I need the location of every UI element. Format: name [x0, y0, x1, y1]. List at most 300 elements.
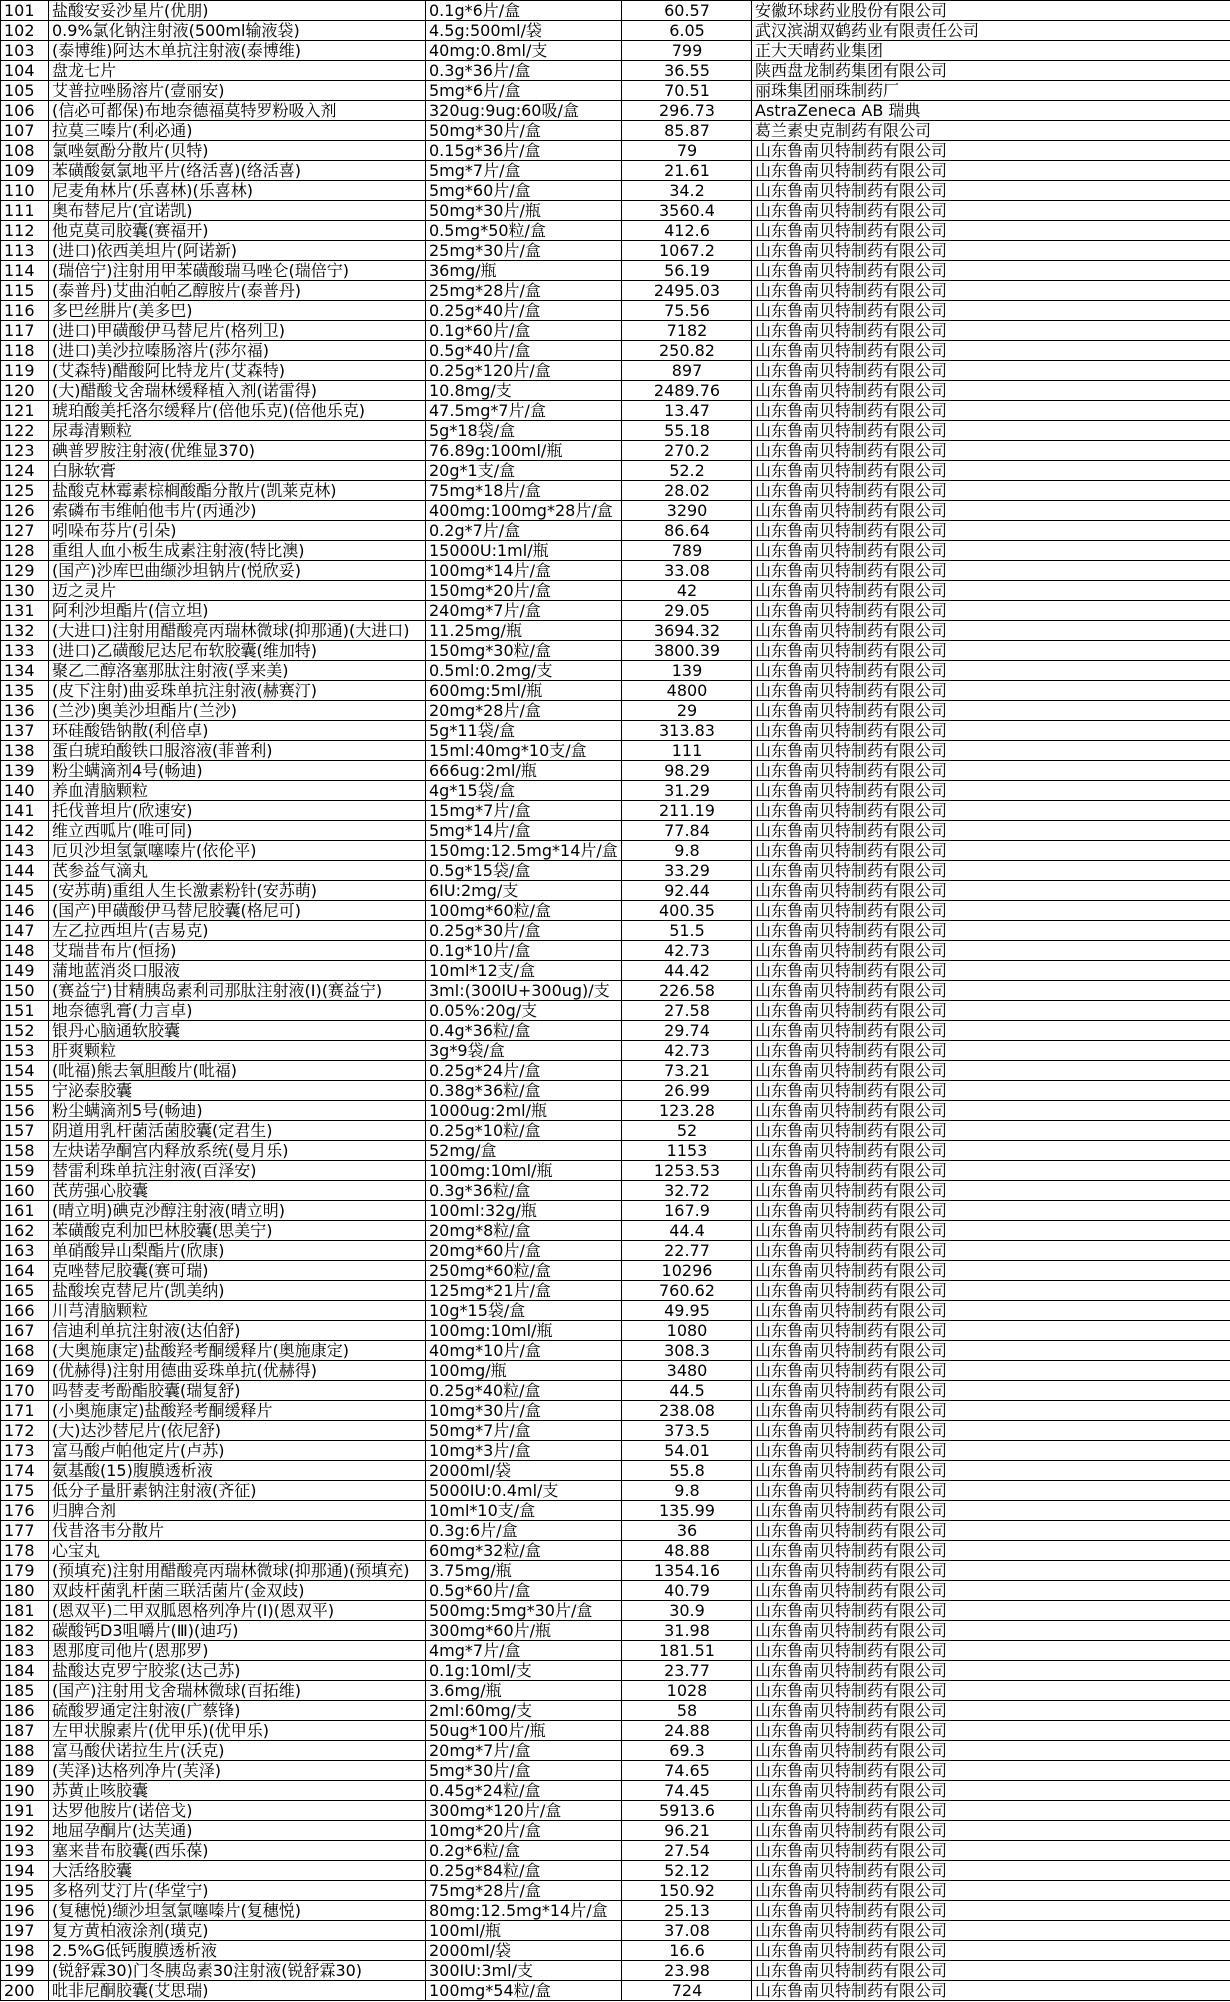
table-row [1, 1721, 1230, 1741]
price-cell: 3290 [622, 501, 752, 521]
row-number-cell: 182 [1, 1621, 49, 1641]
price-cell: 21.61 [622, 161, 752, 181]
table-row [1, 1301, 1230, 1321]
row-number-cell: 140 [1, 781, 49, 801]
manufacturer-cell: 山东鲁南贝特制药有限公司 [752, 541, 1230, 561]
table-row [1, 1141, 1230, 1161]
row-number-cell: 192 [1, 1821, 49, 1841]
drug-name-cell: 克唑替尼胶囊(赛可瑞) [49, 1261, 426, 1281]
row-number-cell: 176 [1, 1501, 49, 1521]
price-cell: 36.55 [622, 61, 752, 81]
specification-cell: 250mg*60粒/盒 [426, 1261, 622, 1281]
price-cell: 75.56 [622, 301, 752, 321]
manufacturer-cell: 山东鲁南贝特制药有限公司 [752, 141, 1230, 161]
specification-cell: 0.4g*36粒/盒 [426, 1021, 622, 1041]
manufacturer-cell: 山东鲁南贝特制药有限公司 [752, 481, 1230, 501]
specification-cell: 5000IU:0.4ml/支 [426, 1481, 622, 1501]
specification-cell: 1000ug:2ml/瓶 [426, 1101, 622, 1121]
drug-name-cell: (皮下注射)曲妥珠单抗注射液(赫赛汀) [49, 681, 426, 701]
drug-name-cell: 达罗他胺片(诺倍戈) [49, 1801, 426, 1821]
specification-cell: 3ml:(300IU+300ug)/支 [426, 981, 622, 1001]
manufacturer-cell: 山东鲁南贝特制药有限公司 [752, 361, 1230, 381]
table-row [1, 1421, 1230, 1441]
row-number-cell: 185 [1, 1681, 49, 1701]
manufacturer-cell: 山东鲁南贝特制药有限公司 [752, 941, 1230, 961]
price-cell: 412.6 [622, 221, 752, 241]
drug-name-cell: 琥珀酸美托洛尔缓释片(倍他乐克)(倍他乐克) [49, 401, 426, 421]
row-number-cell: 130 [1, 581, 49, 601]
price-cell: 1080 [622, 1321, 752, 1341]
drug-name-cell: (芙泽)达格列净片(芙泽) [49, 1761, 426, 1781]
specification-cell: 0.2g*6粒/盒 [426, 1841, 622, 1861]
table-row [1, 341, 1230, 361]
price-cell: 42.73 [622, 1041, 752, 1061]
table-row [1, 1841, 1230, 1861]
specification-cell: 0.5g*15袋/盒 [426, 861, 622, 881]
manufacturer-cell: 山东鲁南贝特制药有限公司 [752, 801, 1230, 821]
price-cell: 58 [622, 1701, 752, 1721]
table-row [1, 141, 1230, 161]
specification-cell: 4g*15袋/盒 [426, 781, 622, 801]
price-cell: 31.98 [622, 1621, 752, 1641]
row-number-cell: 142 [1, 821, 49, 841]
table-row [1, 261, 1230, 281]
specification-cell: 11.25mg/瓶 [426, 621, 622, 641]
row-number-cell: 165 [1, 1281, 49, 1301]
table-row [1, 1921, 1230, 1941]
price-cell: 211.19 [622, 801, 752, 821]
drug-name-cell: 托伐普坦片(欣速安) [49, 801, 426, 821]
manufacturer-cell: 丽珠集团丽珠制药厂 [752, 81, 1230, 101]
table-row [1, 21, 1230, 41]
specification-cell: 0.05%:20g/支 [426, 1001, 622, 1021]
price-cell: 79 [622, 141, 752, 161]
specification-cell: 300mg*120片/盒 [426, 1801, 622, 1821]
specification-cell: 3.75mg/瓶 [426, 1561, 622, 1581]
price-cell: 296.73 [622, 101, 752, 121]
manufacturer-cell: 山东鲁南贝特制药有限公司 [752, 1781, 1230, 1801]
price-cell: 33.29 [622, 861, 752, 881]
row-number-cell: 104 [1, 61, 49, 81]
manufacturer-cell: 山东鲁南贝特制药有限公司 [752, 901, 1230, 921]
row-number-cell: 173 [1, 1441, 49, 1461]
price-cell: 37.08 [622, 1921, 752, 1941]
table-row [1, 1961, 1230, 1981]
price-cell: 760.62 [622, 1281, 752, 1301]
specification-cell: 150mg*20片/盒 [426, 581, 622, 601]
row-number-cell: 200 [1, 1981, 49, 2001]
drug-name-cell: 塞来昔布胶囊(西乐葆) [49, 1841, 426, 1861]
row-number-cell: 115 [1, 281, 49, 301]
drug-name-cell: 环硅酸锆钠散(利倍卓) [49, 721, 426, 741]
specification-cell: 15000U:1ml/瓶 [426, 541, 622, 561]
table-row [1, 941, 1230, 961]
specification-cell: 5mg*14片/盒 [426, 821, 622, 841]
table-row [1, 81, 1230, 101]
drug-name-cell: (锐舒霖30)门冬胰岛素30注射液(锐舒霖30) [49, 1961, 426, 1981]
row-number-cell: 189 [1, 1761, 49, 1781]
manufacturer-cell: 山东鲁南贝特制药有限公司 [752, 281, 1230, 301]
row-number-cell: 156 [1, 1101, 49, 1121]
manufacturer-cell: 山东鲁南贝特制药有限公司 [752, 241, 1230, 261]
table-row [1, 1361, 1230, 1381]
specification-cell: 240mg*7片/盒 [426, 601, 622, 621]
specification-cell: 0.38g*36粒/盒 [426, 1081, 622, 1101]
row-number-cell: 190 [1, 1781, 49, 1801]
table-row [1, 181, 1230, 201]
manufacturer-cell: 山东鲁南贝特制药有限公司 [752, 601, 1230, 621]
row-number-cell: 111 [1, 201, 49, 221]
specification-cell: 0.45g*24粒/盒 [426, 1781, 622, 1801]
price-cell: 54.01 [622, 1441, 752, 1461]
table-row [1, 721, 1230, 741]
price-cell: 32.72 [622, 1181, 752, 1201]
manufacturer-cell: 山东鲁南贝特制药有限公司 [752, 781, 1230, 801]
drug-name-cell: 尼麦角林片(乐喜林)(乐喜林) [49, 181, 426, 201]
manufacturer-cell: 山东鲁南贝特制药有限公司 [752, 441, 1230, 461]
specification-cell: 25mg*28片/盒 [426, 281, 622, 301]
drug-name-cell: 替雷利珠单抗注射液(百泽安) [49, 1161, 426, 1181]
row-number-cell: 134 [1, 661, 49, 681]
table-row [1, 641, 1230, 661]
table-row [1, 1761, 1230, 1781]
price-cell: 49.95 [622, 1301, 752, 1321]
specification-cell: 600mg:5ml/瓶 [426, 681, 622, 701]
manufacturer-cell: 山东鲁南贝特制药有限公司 [752, 1461, 1230, 1481]
drug-name-cell: 粉尘螨滴剂5号(畅迪) [49, 1101, 426, 1121]
drug-name-cell: 索磷布韦维帕他韦片(丙通沙) [49, 501, 426, 521]
table-row [1, 1081, 1230, 1101]
specification-cell: 5mg*7片/盒 [426, 161, 622, 181]
row-number-cell: 138 [1, 741, 49, 761]
specification-cell: 300mg*60片/瓶 [426, 1621, 622, 1641]
specification-cell: 150mg*30粒/盒 [426, 641, 622, 661]
specification-cell: 36mg/瓶 [426, 261, 622, 281]
manufacturer-cell: 山东鲁南贝特制药有限公司 [752, 401, 1230, 421]
row-number-cell: 102 [1, 21, 49, 41]
table-row [1, 1581, 1230, 1601]
price-cell: 9.8 [622, 841, 752, 861]
drug-name-cell: 吗替麦考酚酯胶囊(瑞复舒) [49, 1381, 426, 1401]
price-cell: 373.5 [622, 1421, 752, 1441]
row-number-cell: 144 [1, 861, 49, 881]
table-row [1, 1681, 1230, 1701]
price-cell: 7182 [622, 321, 752, 341]
specification-cell: 666ug:2ml/瓶 [426, 761, 622, 781]
price-cell: 2495.03 [622, 281, 752, 301]
row-number-cell: 150 [1, 981, 49, 1001]
drug-name-cell: 双歧杆菌乳杆菌三联活菌片(金双歧) [49, 1581, 426, 1601]
specification-cell: 4.5g:500ml/袋 [426, 21, 622, 41]
price-cell: 73.21 [622, 1061, 752, 1081]
price-cell: 74.65 [622, 1761, 752, 1781]
drug-name-cell: (信必可都保)布地奈德福莫特罗粉吸入剂 [49, 101, 426, 121]
manufacturer-cell: 山东鲁南贝特制药有限公司 [752, 1541, 1230, 1561]
manufacturer-cell: 山东鲁南贝特制药有限公司 [752, 1341, 1230, 1361]
specification-cell: 0.1g*6片/盒 [426, 1, 622, 21]
specification-cell: 100mg:10ml/瓶 [426, 1321, 622, 1341]
price-cell: 1153 [622, 1141, 752, 1161]
drug-name-cell: (国产)注射用戈舍瑞林微球(百拓维) [49, 1681, 426, 1701]
row-number-cell: 126 [1, 501, 49, 521]
price-cell: 13.47 [622, 401, 752, 421]
drug-name-cell: 迈之灵片 [49, 581, 426, 601]
manufacturer-cell: 山东鲁南贝特制药有限公司 [752, 1601, 1230, 1621]
specification-cell: 300IU:3ml/支 [426, 1961, 622, 1981]
manufacturer-cell: 正大天晴药业集团 [752, 41, 1230, 61]
price-cell: 28.02 [622, 481, 752, 501]
table-row [1, 921, 1230, 941]
price-cell: 27.58 [622, 1001, 752, 1021]
specification-cell: 20mg*28片/盒 [426, 701, 622, 721]
specification-cell: 500mg:5mg*30片/盒 [426, 1601, 622, 1621]
specification-cell: 4mg*7片/盒 [426, 1641, 622, 1661]
specification-cell: 75mg*28片/盒 [426, 1881, 622, 1901]
manufacturer-cell: 山东鲁南贝特制药有限公司 [752, 1921, 1230, 1941]
row-number-cell: 194 [1, 1861, 49, 1881]
drug-name-cell: (进口)甲磺酸伊马替尼片(格列卫) [49, 321, 426, 341]
price-cell: 6.05 [622, 21, 752, 41]
specification-cell: 5mg*60片/盒 [426, 181, 622, 201]
drug-name-cell: 盘龙七片 [49, 61, 426, 81]
row-number-cell: 133 [1, 641, 49, 661]
table-row [1, 781, 1230, 801]
row-number-cell: 105 [1, 81, 49, 101]
specification-cell: 40mg*10片/盒 [426, 1341, 622, 1361]
manufacturer-cell: 山东鲁南贝特制药有限公司 [752, 1021, 1230, 1041]
row-number-cell: 195 [1, 1881, 49, 1901]
price-cell: 123.28 [622, 1101, 752, 1121]
row-number-cell: 159 [1, 1161, 49, 1181]
row-number-cell: 145 [1, 881, 49, 901]
specification-cell: 5mg*30片/盒 [426, 1761, 622, 1781]
drug-name-cell: 多巴丝肼片(美多巴) [49, 301, 426, 321]
row-number-cell: 139 [1, 761, 49, 781]
drug-name-cell: 聚乙二醇洛塞那肽注射液(孚来美) [49, 661, 426, 681]
specification-cell: 10g*15袋/盒 [426, 1301, 622, 1321]
price-cell: 226.58 [622, 981, 752, 1001]
row-number-cell: 136 [1, 701, 49, 721]
manufacturer-cell: 山东鲁南贝特制药有限公司 [752, 861, 1230, 881]
row-number-cell: 193 [1, 1841, 49, 1861]
drug-name-cell: (瑞倍宁)注射用甲苯磺酸瑞马唑仑(瑞倍宁) [49, 261, 426, 281]
row-number-cell: 158 [1, 1141, 49, 1161]
manufacturer-cell: 山东鲁南贝特制药有限公司 [752, 1581, 1230, 1601]
price-cell: 44.4 [622, 1221, 752, 1241]
drug-name-cell: 0.9%氯化钠注射液(500ml输液袋) [49, 21, 426, 41]
drug-name-cell: (进口)依西美坦片(阿诺新) [49, 241, 426, 261]
drug-name-cell: 拉莫三嗪片(利必通) [49, 121, 426, 141]
price-cell: 3480 [622, 1361, 752, 1381]
drug-name-cell: 伐昔洛韦分散片 [49, 1521, 426, 1541]
row-number-cell: 103 [1, 41, 49, 61]
drug-name-cell: 芪苈强心胶囊 [49, 1181, 426, 1201]
drug-name-cell: 硫酸罗通定注射液(广蔡锋) [49, 1701, 426, 1721]
drug-name-cell: 宁泌泰胶囊 [49, 1081, 426, 1101]
specification-cell: 0.25g*10粒/盒 [426, 1121, 622, 1141]
manufacturer-cell: 山东鲁南贝特制药有限公司 [752, 881, 1230, 901]
row-number-cell: 119 [1, 361, 49, 381]
specification-cell: 52mg/盒 [426, 1141, 622, 1161]
table-row [1, 281, 1230, 301]
manufacturer-cell: 山东鲁南贝特制药有限公司 [752, 1041, 1230, 1061]
manufacturer-cell: 山东鲁南贝特制药有限公司 [752, 1281, 1230, 1301]
row-number-cell: 120 [1, 381, 49, 401]
row-number-cell: 153 [1, 1041, 49, 1061]
price-cell: 313.83 [622, 721, 752, 741]
manufacturer-cell: 山东鲁南贝特制药有限公司 [752, 741, 1230, 761]
manufacturer-cell: 山东鲁南贝特制药有限公司 [752, 981, 1230, 1001]
row-number-cell: 132 [1, 621, 49, 641]
specification-cell: 100mg*54粒/盒 [426, 1981, 622, 2001]
table-row [1, 1341, 1230, 1361]
manufacturer-cell: 山东鲁南贝特制药有限公司 [752, 1241, 1230, 1261]
specification-cell: 125mg*21片/盒 [426, 1281, 622, 1301]
row-number-cell: 107 [1, 121, 49, 141]
drug-name-cell: 重组人血小板生成素注射液(特比澳) [49, 541, 426, 561]
drug-name-cell: (大进口)注射用醋酸亮丙瑞林微球(抑那通)(大进口) [49, 621, 426, 641]
specification-cell: 100mg*60粒/盒 [426, 901, 622, 921]
price-cell: 724 [622, 1981, 752, 2001]
drug-name-cell: (进口)乙磺酸尼达尼布软胶囊(维加特) [49, 641, 426, 661]
specification-cell: 0.2g*7片/盒 [426, 521, 622, 541]
price-cell: 29 [622, 701, 752, 721]
table-row [1, 1521, 1230, 1541]
drug-name-cell: (泰普丹)艾曲泊帕乙醇胺片(泰普丹) [49, 281, 426, 301]
specification-cell: 320ug:9ug:60吸/盒 [426, 101, 622, 121]
drug-name-cell: (国产)甲磺酸伊马替尼胶囊(格尼可) [49, 901, 426, 921]
specification-cell: 100mg:10ml/瓶 [426, 1161, 622, 1181]
drug-name-cell: (赛益宁)甘精胰岛素利司那肽注射液(Ⅰ)(赛益宁) [49, 981, 426, 1001]
specification-cell: 20mg*8粒/盒 [426, 1221, 622, 1241]
manufacturer-cell: 山东鲁南贝特制药有限公司 [752, 1181, 1230, 1201]
specification-cell: 10mg*30片/盒 [426, 1401, 622, 1421]
table-row [1, 241, 1230, 261]
table-row [1, 361, 1230, 381]
manufacturer-cell: 山东鲁南贝特制药有限公司 [752, 501, 1230, 521]
table-row [1, 881, 1230, 901]
price-cell: 238.08 [622, 1401, 752, 1421]
drug-name-cell: 吲哚布芬片(引朵) [49, 521, 426, 541]
manufacturer-cell: 山东鲁南贝特制药有限公司 [752, 1421, 1230, 1441]
price-cell: 27.54 [622, 1841, 752, 1861]
table-row [1, 1, 1230, 21]
drug-name-cell: 尿毒清颗粒 [49, 421, 426, 441]
specification-cell: 80mg:12.5mg*14片/盒 [426, 1901, 622, 1921]
specification-cell: 150mg:12.5mg*14片/盒 [426, 841, 622, 861]
price-cell: 270.2 [622, 441, 752, 461]
drug-name-cell: (大奥施康定)盐酸羟考酮缓释片(奥施康定) [49, 1341, 426, 1361]
table-row [1, 1781, 1230, 1801]
manufacturer-cell: 安徽环球药业股份有限公司 [752, 1, 1230, 21]
specification-cell: 50mg*30片/瓶 [426, 201, 622, 221]
manufacturer-cell: 陕西盘龙制药集团有限公司 [752, 61, 1230, 81]
specification-cell: 0.3g:6片/盒 [426, 1521, 622, 1541]
manufacturer-cell: 山东鲁南贝特制药有限公司 [752, 1381, 1230, 1401]
row-number-cell: 143 [1, 841, 49, 861]
table-row [1, 761, 1230, 781]
price-cell: 1067.2 [622, 241, 752, 261]
drug-name-cell: 他克莫司胶囊(赛福开) [49, 221, 426, 241]
specification-cell: 100mg*14片/盒 [426, 561, 622, 581]
drug-name-cell: 单硝酸异山梨酯片(欣康) [49, 1241, 426, 1261]
specification-cell: 50mg*7片/盒 [426, 1421, 622, 1441]
drug-name-cell: 左炔诺孕酮宫内释放系统(曼月乐) [49, 1141, 426, 1161]
manufacturer-cell: 山东鲁南贝特制药有限公司 [752, 1681, 1230, 1701]
drug-name-cell: 粉尘螨滴剂4号(畅迪) [49, 761, 426, 781]
manufacturer-cell: 山东鲁南贝特制药有限公司 [752, 1961, 1230, 1981]
row-number-cell: 121 [1, 401, 49, 421]
drug-name-cell: 吡非尼酮胶囊(艾思瑞) [49, 1981, 426, 2001]
drug-name-cell: (艾森特)醋酸阿比特龙片(艾森特) [49, 361, 426, 381]
table-row [1, 1001, 1230, 1021]
row-number-cell: 128 [1, 541, 49, 561]
row-number-cell: 179 [1, 1561, 49, 1581]
price-cell: 799 [622, 41, 752, 61]
row-number-cell: 152 [1, 1021, 49, 1041]
manufacturer-cell: 葛兰素史克制药有限公司 [752, 121, 1230, 141]
table-row [1, 1861, 1230, 1881]
price-cell: 789 [622, 541, 752, 561]
drug-name-cell: (进口)美沙拉嗪肠溶片(莎尔福) [49, 341, 426, 361]
manufacturer-cell: 山东鲁南贝特制药有限公司 [752, 161, 1230, 181]
manufacturer-cell: 山东鲁南贝特制药有限公司 [752, 1261, 1230, 1281]
price-cell: 9.8 [622, 1481, 752, 1501]
price-cell: 96.21 [622, 1821, 752, 1841]
price-cell: 85.87 [622, 121, 752, 141]
specification-cell: 10mg*20片/盒 [426, 1821, 622, 1841]
manufacturer-cell: 山东鲁南贝特制药有限公司 [752, 661, 1230, 681]
table-row [1, 661, 1230, 681]
row-number-cell: 172 [1, 1421, 49, 1441]
table-row [1, 861, 1230, 881]
drug-name-cell: 地屈孕酮片(达芙通) [49, 1821, 426, 1841]
specification-cell: 0.3g*36片/盒 [426, 61, 622, 81]
price-cell: 31.29 [622, 781, 752, 801]
price-cell: 48.88 [622, 1541, 752, 1561]
price-cell: 111 [622, 741, 752, 761]
table-row [1, 701, 1230, 721]
manufacturer-cell: 山东鲁南贝特制药有限公司 [752, 921, 1230, 941]
manufacturer-cell: 山东鲁南贝特制药有限公司 [752, 1841, 1230, 1861]
drug-name-cell: 归脾合剂 [49, 1501, 426, 1521]
row-number-cell: 147 [1, 921, 49, 941]
specification-cell: 0.5g*40片/盒 [426, 341, 622, 361]
manufacturer-cell: 山东鲁南贝特制药有限公司 [752, 581, 1230, 601]
manufacturer-cell: 山东鲁南贝特制药有限公司 [752, 701, 1230, 721]
manufacturer-cell: 山东鲁南贝特制药有限公司 [752, 961, 1230, 981]
drug-name-cell: 氯唑氨酚分散片(贝特) [49, 141, 426, 161]
table-row [1, 1901, 1230, 1921]
row-number-cell: 196 [1, 1901, 49, 1921]
row-number-cell: 174 [1, 1461, 49, 1481]
row-number-cell: 168 [1, 1341, 49, 1361]
row-number-cell: 191 [1, 1801, 49, 1821]
drug-name-cell: 艾普拉唑肠溶片(壹丽安) [49, 81, 426, 101]
drug-name-cell: (复穗悦)缬沙坦氢氯噻嗪片(复穗悦) [49, 1901, 426, 1921]
specification-cell: 0.25g*120片/盒 [426, 361, 622, 381]
manufacturer-cell: 山东鲁南贝特制药有限公司 [752, 1121, 1230, 1141]
price-cell: 60.57 [622, 1, 752, 21]
price-cell: 69.3 [622, 1741, 752, 1761]
manufacturer-cell: 山东鲁南贝特制药有限公司 [752, 1221, 1230, 1241]
manufacturer-cell: 山东鲁南贝特制药有限公司 [752, 461, 1230, 481]
drug-name-cell: 厄贝沙坦氢氯噻嗪片(依伦平) [49, 841, 426, 861]
table-row [1, 1041, 1230, 1061]
price-cell: 74.45 [622, 1781, 752, 1801]
table-row [1, 1201, 1230, 1221]
drug-name-cell: 蛋白琥珀酸铁口服溶液(菲普利) [49, 741, 426, 761]
